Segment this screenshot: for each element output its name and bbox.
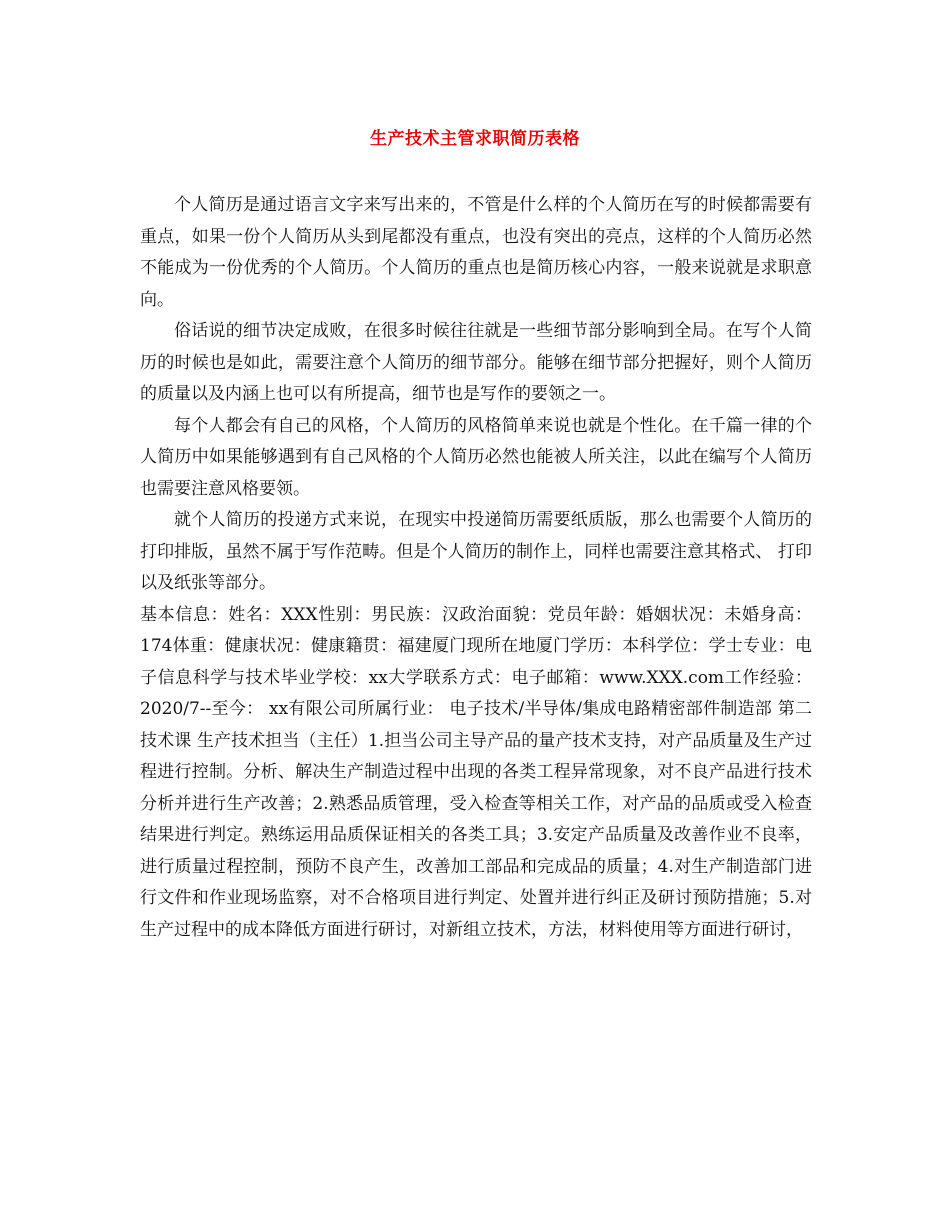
paragraph-printing: 就个人简历的投递方式来说，在现实中投递简历需要纸质版，那么也需要个人简历的打印排版，虽然不属于写作范畴。但是个人简历的制作上，同样也需要注意其格式、 打印以及纸张等部分。 bbox=[140, 510, 812, 593]
document-title: 生产技术主管求职简历表格 bbox=[370, 129, 580, 149]
paragraph-style: 每个人都会有自己的风格，个人简历的风格简单来说也就是个性化。在千篇一律的个人简历中如果能够遇到有自己风格的个人简历必然也能被人所关注，以此在编写个人简历也需要注意风格要领。 bbox=[140, 415, 812, 499]
paragraph-details: 俗话说的细节决定成败，在很多时候往往就是一些细节部分影响到全局。在写个人简历的时候也是如此，需要注意个人简历的细节部分。能够在细节部分把握好，则个人简历的质量以及内涵上也可以有所提高，细节也是写作的要领之一。 bbox=[140, 321, 812, 404]
document-body bbox=[140, 190, 812, 946]
paragraph-basic-info: 基本信息：姓名：XXX性别：男民族：汉政治面貌：党员年龄：婚姻状况：未婚身高：174体重：健康状况：健康籍贯：福建厦门现所在地厦门学历：本科学位：学士专业：电子信息科学与技术毕业学校：xx大学联系方式：电子邮箱：www.XXX.com工作经验：2020/7--至今： xx有限公司所属行业： 电子技术/半导体/集成电路精密部件制造部 第二技术课 生产技术担当（主任）1.担当公司主导产品的量产技术支持，对产品质量及生产过程进行控制。分析、解决生产制造过程中出现的各类工程异常现象，对不良产品进行技术分析并进行生产改善；2.熟悉品质管理，受入检查等相关工作，对产品的品质或受入检查结果进行判定。熟练运用品质保证相关的各类工具；3.安定产品质量及改善作业不良率，进行质量过程控制，预防不良产生，改善加工部品和完成品的质量；4.对生产制造部门进行文件和作业现场监察，对不合格项目进行判定、处置并进行纠正及研讨预防措施；5.对生产过程中的成本降低方面进行研讨，对新组立技术，方法，材料使用等方面进行研讨， bbox=[140, 604, 812, 940]
paragraph-resume-focus: 个人简历是通过语言文字来写出来的，不管是什么样的个人简历在写的时候都需要有重点，如果一份个人简历从头到尾都没有重点，也没有突出的亮点，这样的个人简历必然不能成为一份优秀的个人简历。个人简历的重点也是简历核心内容，一般来说就是求职意向。 bbox=[140, 195, 812, 310]
